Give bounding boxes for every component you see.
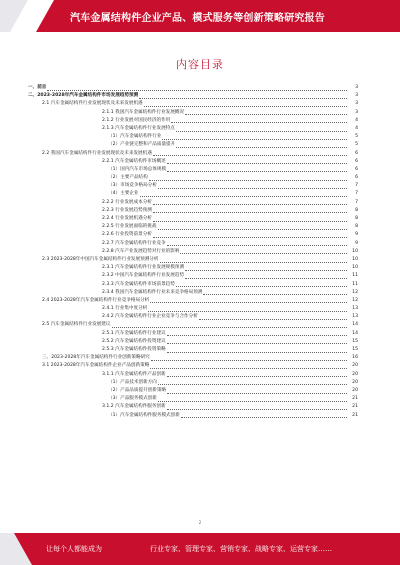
toc-entry-text: 2.5.2 汽车金属结构件投资建议 xyxy=(102,338,166,344)
toc-entry[interactable] xyxy=(28,125,358,133)
toc-entry-page: 8 xyxy=(355,224,358,230)
toc-leader-dots xyxy=(185,110,347,115)
toc-entry[interactable] xyxy=(28,158,358,166)
toc-entry-page: 9 xyxy=(355,240,358,246)
toc-entry-text: （1）汽车金属结构件行业 xyxy=(108,134,162,140)
toc-entry-page: 8 xyxy=(355,207,358,213)
toc-entry-page: 9 xyxy=(355,232,358,238)
toc-leader-dots xyxy=(203,290,347,295)
toc-entry[interactable] xyxy=(28,289,358,297)
toc-entry[interactable] xyxy=(28,174,358,182)
toc-entry-text: 2.2.3 行业发展趋势预测 xyxy=(102,207,152,213)
toc-entry-page: 3 xyxy=(355,85,358,90)
toc-entry-text: 2.3.1 汽车金属结构件行业发展规模预测 xyxy=(102,265,185,271)
toc-entry-text: 2.2.2 行业发展成本分析 xyxy=(102,199,152,205)
toc-entry-text: （4）主要企业 xyxy=(108,191,139,197)
footer-slogan-right: 行业专家、管理专家、营销专家、战略专家、运营专家…… xyxy=(150,545,332,553)
toc-leader-dots xyxy=(153,233,347,238)
toc-entry-text: 2.2.8 汽车产业发展趋势对行业的影响 xyxy=(102,248,180,254)
toc-leader-dots xyxy=(158,380,347,385)
toc-entry-page: 14 xyxy=(352,330,358,336)
toc-leader-dots xyxy=(167,372,347,377)
toc-entry[interactable] xyxy=(28,354,358,362)
toc-entry-page: 3 xyxy=(355,109,358,115)
toc-entry[interactable] xyxy=(28,92,358,100)
toc-leader-dots xyxy=(185,266,347,271)
toc-entry-text: （1）汽车金属结构件服务模式创新 xyxy=(108,412,180,418)
toc-entry-page: 6 xyxy=(355,158,358,164)
toc-entry[interactable] xyxy=(28,166,358,174)
toc-entry[interactable] xyxy=(28,297,358,305)
toc-leader-dots xyxy=(171,118,347,123)
toc-entry-text: 2.3.4 我国汽车金属结构件行业未来竞争格局预测 xyxy=(102,289,203,295)
toc-entry-text: （1）产品技术创新方向 xyxy=(108,379,157,385)
toc-leader-dots xyxy=(176,282,347,287)
toc-entry-page: 6 xyxy=(355,166,358,172)
toc-leader-dots xyxy=(158,184,347,189)
toc-entry[interactable] xyxy=(28,190,358,198)
toc-entry-text: 2.3.3 汽车金属结构件市场前景趋势 xyxy=(102,281,175,287)
toc-leader-dots xyxy=(153,200,347,205)
toc-entry-page: 8 xyxy=(355,216,358,221)
toc-entry-text: 三、2023-2028年汽车金属结构件行业创新策略研究 xyxy=(42,355,150,361)
toc-leader-dots xyxy=(144,102,347,107)
toc-entry-page: 11 xyxy=(352,281,358,287)
toc-entry-text: 2.5 汽车金属结构件行业发展建议 xyxy=(42,322,111,328)
toc-leader-dots xyxy=(176,143,347,148)
toc-entry-text: 2.2.4 行业发展机遇分析 xyxy=(102,216,152,221)
toc-entry[interactable] xyxy=(28,199,358,207)
toc-entry-page: 13 xyxy=(352,306,358,312)
toc-leader-dots xyxy=(151,356,347,361)
toc-entry[interactable] xyxy=(28,338,358,346)
toc-entry[interactable] xyxy=(28,231,358,239)
toc-leader-dots xyxy=(167,167,347,172)
toc-entry-text: 2.2.5 行业发展面临的挑战 xyxy=(102,224,157,230)
toc-leader-dots xyxy=(180,249,347,254)
toc-entry-page: 20 xyxy=(352,379,358,385)
table-of-contents xyxy=(28,84,358,420)
toc-entry-page: 5 xyxy=(355,134,358,140)
toc-entry-page: 21 xyxy=(352,396,358,402)
toc-entry[interactable] xyxy=(28,84,358,92)
toc-entry[interactable] xyxy=(28,215,358,223)
toc-entry[interactable] xyxy=(28,305,358,313)
toc-entry-text: 二、2023-2028年汽车金属结构件市场发展趋势预测 xyxy=(28,93,139,99)
toc-entry[interactable] xyxy=(28,248,358,256)
toc-entry-text: （1）国内汽车市场总体规模 xyxy=(108,166,167,172)
toc-entry-text: 2.5.1 汽车金属结构件行业建议 xyxy=(102,330,166,336)
toc-entry-text: （2）产品品质提升创新策略 xyxy=(108,387,167,393)
toc-entry[interactable] xyxy=(28,182,358,190)
toc-leader-dots xyxy=(153,208,347,213)
toc-entry-text: 2.2.1 汽车金属结构件市场概述 xyxy=(102,158,166,164)
toc-entry[interactable] xyxy=(28,256,358,264)
report-title: 汽车金属结构件企业产品、模式服务等创新策略研究报告 xyxy=(70,13,325,24)
toc-entry-text: 2.1.3 汽车金属结构件行业发展特点 xyxy=(102,125,175,131)
toc-entry-page: 20 xyxy=(352,387,358,393)
toc-leader-dots xyxy=(150,298,347,303)
toc-entry[interactable] xyxy=(28,109,358,117)
toc-entry-page: 10 xyxy=(352,248,358,254)
toc-leader-dots xyxy=(167,389,347,394)
toc-entry-page: 15 xyxy=(352,347,358,352)
toc-heading: 内容目录 xyxy=(176,58,224,71)
toc-entry-text: 2.2 我国汽车金属结构件行业发展现状及未来发展机遇 xyxy=(42,150,152,156)
toc-entry-text: 2.5.3 汽车金属结构件投资策略 xyxy=(102,347,166,352)
toc-leader-dots xyxy=(153,217,347,222)
toc-leader-dots xyxy=(160,258,348,263)
toc-leader-dots xyxy=(185,274,347,279)
toc-entry-text: 3.1.1 汽车金属结构件产品创新 xyxy=(102,371,166,377)
toc-entry-text: 一、前言 xyxy=(28,85,47,90)
toc-leader-dots xyxy=(167,405,347,410)
toc-entry-text: 2.2.7 汽车金属结构件行业竞争 xyxy=(102,240,166,246)
toc-leader-dots xyxy=(167,339,347,344)
toc-entry[interactable] xyxy=(28,403,358,411)
toc-entry-page: 5 xyxy=(355,142,358,148)
toc-entry[interactable] xyxy=(28,387,358,395)
toc-leader-dots xyxy=(167,159,347,164)
toc-entry[interactable] xyxy=(28,272,358,280)
toc-entry[interactable] xyxy=(28,281,358,289)
toc-entry[interactable] xyxy=(28,240,358,248)
toc-leader-dots xyxy=(139,94,347,99)
toc-entry-page: 3 xyxy=(355,101,358,107)
toc-leader-dots xyxy=(149,176,347,181)
toc-leader-dots xyxy=(153,151,347,156)
toc-entry-text: 2.4.1 行业集中度分析 xyxy=(102,306,148,312)
toc-entry[interactable] xyxy=(28,330,358,338)
toc-leader-dots xyxy=(158,397,347,402)
toc-leader-dots xyxy=(148,307,347,312)
footer-slogan-left: 让每个人都能成为 xyxy=(46,545,102,553)
toc-entry-page: 13 xyxy=(352,314,358,320)
toc-leader-dots xyxy=(158,225,348,230)
toc-entry-text: （3）市场竞争格局分析 xyxy=(108,183,157,189)
toc-entry-page: 4 xyxy=(355,125,358,131)
toc-leader-dots xyxy=(112,323,348,328)
toc-entry[interactable] xyxy=(28,100,358,108)
toc-leader-dots xyxy=(140,192,348,197)
toc-entry[interactable] xyxy=(28,412,358,420)
toc-entry-page: 12 xyxy=(352,289,358,295)
header-bar xyxy=(0,0,400,32)
toc-entry-text: 2.4.2 汽车金属结构件行业企业竞争与合作分析 xyxy=(102,314,198,320)
toc-entry-page: 10 xyxy=(352,265,358,271)
toc-leader-dots xyxy=(181,413,347,418)
toc-entry-text: 3.1 2023-2028年汽车金属结构件企业产品创新策略 xyxy=(42,363,150,369)
toc-entry[interactable] xyxy=(28,321,358,329)
toc-entry-text: 2.1.1 我国汽车金属结构件行业发展概况 xyxy=(102,109,185,115)
toc-entry-page: 21 xyxy=(352,412,358,418)
toc-entry-page: 7 xyxy=(355,191,358,197)
toc-entry-text: 3.1.2 汽车金属结构件服务创新 xyxy=(102,404,166,410)
toc-entry-text: 2.2.6 行业投资前景分析 xyxy=(102,232,152,238)
toc-entry[interactable] xyxy=(28,133,358,141)
toc-leader-dots xyxy=(167,331,347,336)
toc-entry-page: 20 xyxy=(352,371,358,377)
toc-entry[interactable] xyxy=(28,264,358,272)
toc-entry[interactable] xyxy=(28,141,358,149)
toc-entry-page: 20 xyxy=(352,363,358,369)
toc-entry-page: 16 xyxy=(352,355,358,361)
toc-leader-dots xyxy=(176,127,347,132)
toc-entry-page: 3 xyxy=(355,93,358,99)
toc-leader-dots xyxy=(150,364,347,369)
toc-entry-page: 12 xyxy=(352,297,358,303)
toc-entry-page: 15 xyxy=(352,338,358,344)
toc-leader-dots xyxy=(167,241,347,246)
toc-entry-page: 6 xyxy=(355,175,358,181)
toc-entry-text: （2）产业链完整和产品质量提升 xyxy=(108,142,176,148)
page-number: 2 xyxy=(198,520,202,525)
toc-leader-dots xyxy=(47,86,347,91)
toc-entry-text: （2）主要产品结构 xyxy=(108,175,148,181)
toc-leader-dots xyxy=(162,135,347,140)
toc-leader-dots xyxy=(167,348,347,353)
toc-entry-text: 2.1.2 行业发展对国民经济的作用 xyxy=(102,117,171,123)
toc-entry-text: 2.4 2023-2028年汽车金属结构件行业竞争格局分析 xyxy=(42,297,150,303)
toc-entry[interactable] xyxy=(28,371,358,379)
toc-entry[interactable] xyxy=(28,395,358,403)
header-decoration xyxy=(0,0,40,32)
toc-entry[interactable] xyxy=(28,117,358,125)
toc-entry-page: 4 xyxy=(355,117,358,123)
toc-entry[interactable] xyxy=(28,362,358,370)
toc-entry[interactable] xyxy=(28,346,358,354)
toc-entry-page: 11 xyxy=(352,273,358,279)
toc-entry-page: 6 xyxy=(355,150,358,156)
toc-entry-text: 2.3 2023-2028年中国汽车金属结构件行业发展预测分析 xyxy=(42,256,159,262)
toc-entry[interactable] xyxy=(28,313,358,321)
toc-entry-text: 2.1 汽车金属结构件行业发展现状及未来发展机遇 xyxy=(42,101,143,107)
toc-leader-dots xyxy=(199,315,347,320)
toc-entry[interactable] xyxy=(28,223,358,231)
toc-entry[interactable] xyxy=(28,207,358,215)
toc-entry-page: 7 xyxy=(355,183,358,189)
toc-entry-page: 7 xyxy=(355,199,358,205)
toc-entry[interactable] xyxy=(28,150,358,158)
toc-entry-page: 21 xyxy=(352,404,358,410)
toc-entry[interactable] xyxy=(28,379,358,387)
toc-entry-page: 10 xyxy=(352,256,358,262)
toc-entry-page: 14 xyxy=(352,322,358,328)
toc-entry-text: （3）产品服务模式创新 xyxy=(108,396,157,402)
toc-entry-text: 2.3.2 中国汽车金属结构件行业发展趋势 xyxy=(102,273,185,279)
